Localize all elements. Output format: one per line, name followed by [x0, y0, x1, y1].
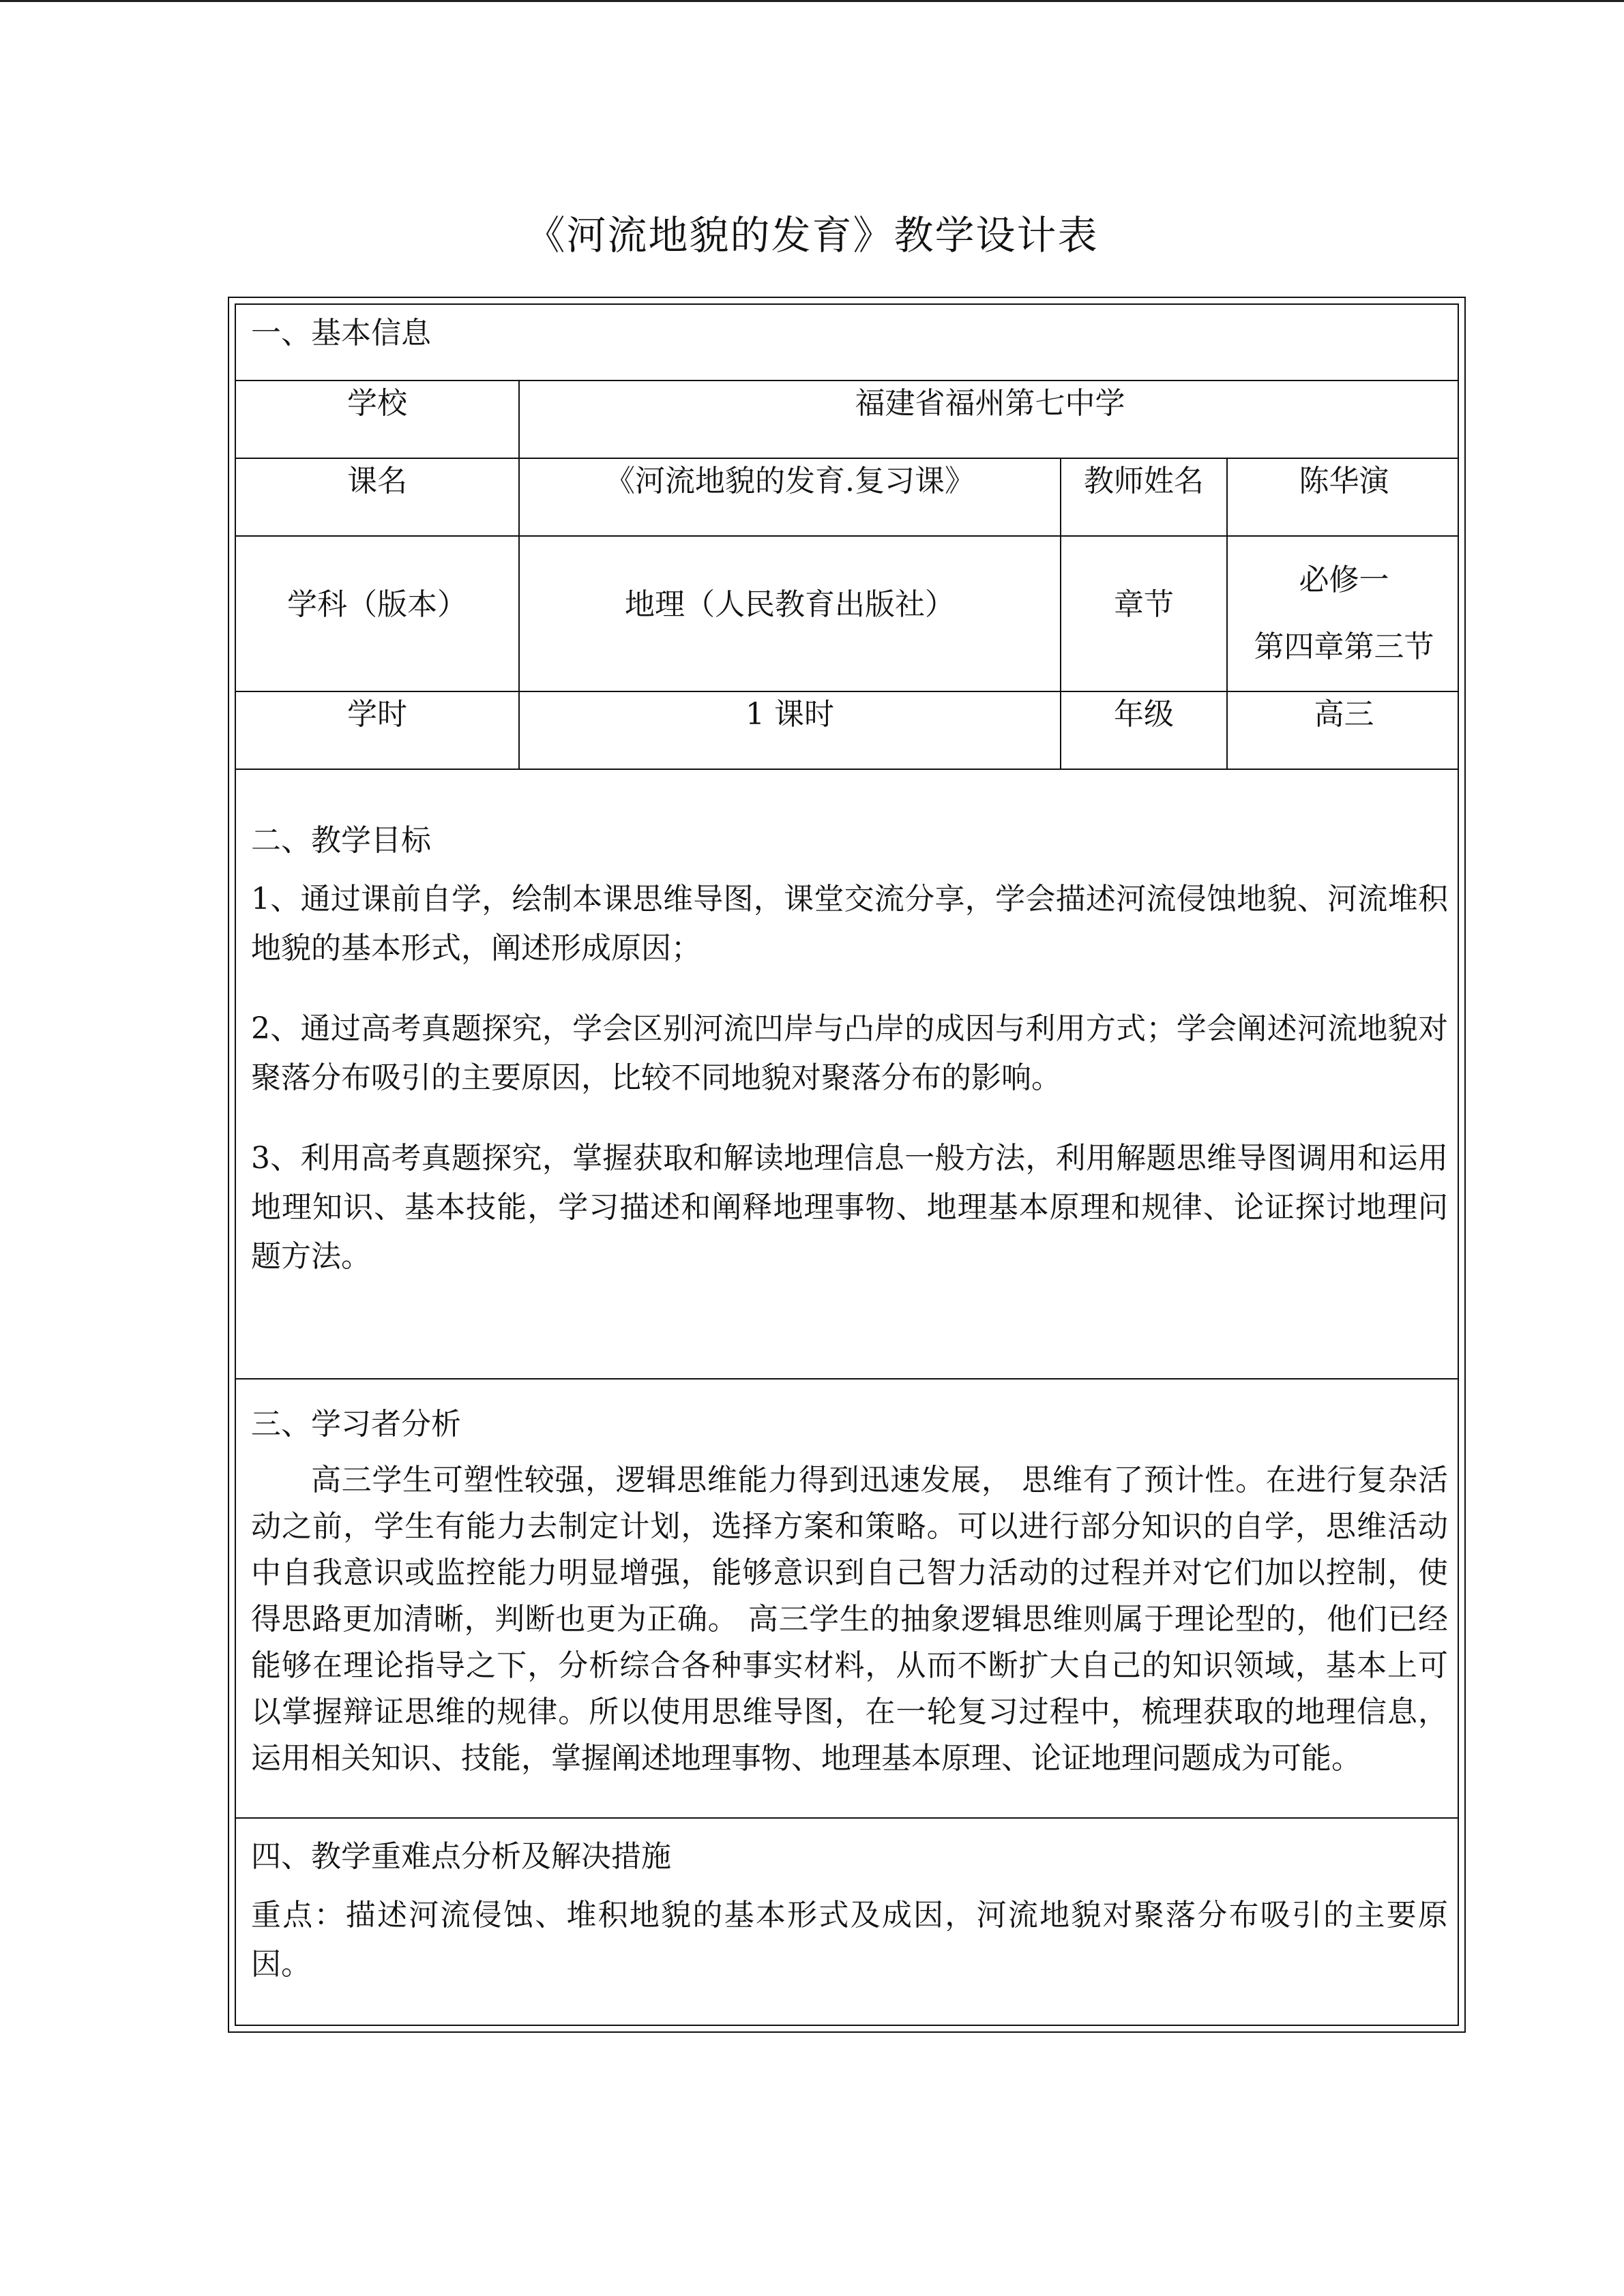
course-label: 课名: [347, 464, 407, 498]
design-table: [228, 297, 1466, 2033]
course-value: 《河流地貌的发育.复习课》: [605, 464, 975, 498]
document-title: 《河流地貌的发育》教学设计表: [525, 212, 1099, 258]
chapter-value-stack: [1254, 561, 1434, 667]
key-points-text: 重点：描述河流侵蚀、堆积地貌的基本形式及成因，河流地貌对聚落分布吸引的主要原因。: [251, 1898, 1448, 1982]
subject-value: 地理（人民教育出版社）: [625, 587, 955, 622]
teaching-goal-2: 2、通过高考真题探究，学会区别河流凹岸与凸岸的成因与利用方式；学会阐述河流地貌对聚落分布吸引的主要原因，比较不同地貌对聚落分布的影响。: [251, 1011, 1448, 1095]
chapter-label: 章节: [1114, 587, 1174, 622]
design-table-inner: [235, 303, 1459, 2026]
grade-label: 年级: [1114, 697, 1174, 732]
row-divider: [236, 1378, 1458, 1380]
top-border: [0, 0, 1624, 2]
chapter-value-line2: 第四章第三节: [1254, 629, 1434, 664]
teaching-goal-3: 3、利用高考真题探究，掌握获取和解读地理信息一般方法，利用解题思维导图调用和运用地理知识、基本技能，学习描述和阐释地理事物、地理基本原理和规律、论证探讨地理问题方法。: [251, 1141, 1448, 1274]
school-label: 学校: [347, 386, 407, 421]
chapter-value: [1228, 537, 1460, 691]
grade-value: 高三: [1314, 697, 1374, 732]
teaching-goal-1: 1、通过课前自学，绘制本课思维导图，课堂交流分享，学会描述河流侵蚀地貌、河流堆积地貌的基本形式，阐述形成原因；: [251, 882, 1448, 966]
learner-analysis-body: 高三学生可塑性较强，逻辑思维能力得到迅速发展， 思维有了预计性。在进行复杂活动之前，学生有能力去制定计划，选择方案和策略。可以进行部分知识的自学，思维活动中自我意识或监控能力明显增强，能够意识到自己智力活动的过程并对它们加以控制，使得思路更加清晰，判断也更为正确。 高三学生的抽象逻辑思维则属于理论型的，他们已经能够在理论指导之下，分析综合各种事实材料，从而不断扩大自己的知识领域，基本上可以掌握辩证思维的规律。所以使用思维导图，在一轮复习过程中，梳理获取的地理信息，运用相关知识、技能，掌握阐述地理事物、地理基本原理、论证地理问题成为可能。: [251, 1463, 1448, 1776]
section-learner-analysis-heading: 三、学习者分析: [251, 1407, 461, 1442]
hours-value: 1 课时: [745, 697, 834, 732]
section-basic-info-heading: 一、基本信息: [251, 316, 431, 351]
chapter-value-line1: 必修一: [1299, 563, 1389, 597]
section-key-difficult-points-heading: 四、教学重难点分析及解决措施: [251, 1839, 671, 1874]
teacher-value: 陈华演: [1299, 464, 1389, 498]
row-divider: [236, 1817, 1458, 1819]
subject-label: 学科（版本）: [287, 587, 467, 622]
section-teaching-goals-heading: 二、教学目标: [251, 823, 431, 858]
teacher-label: 教师姓名: [1084, 464, 1204, 498]
hours-label: 学时: [347, 697, 407, 732]
school-value: 福建省福州第七中学: [855, 386, 1125, 421]
